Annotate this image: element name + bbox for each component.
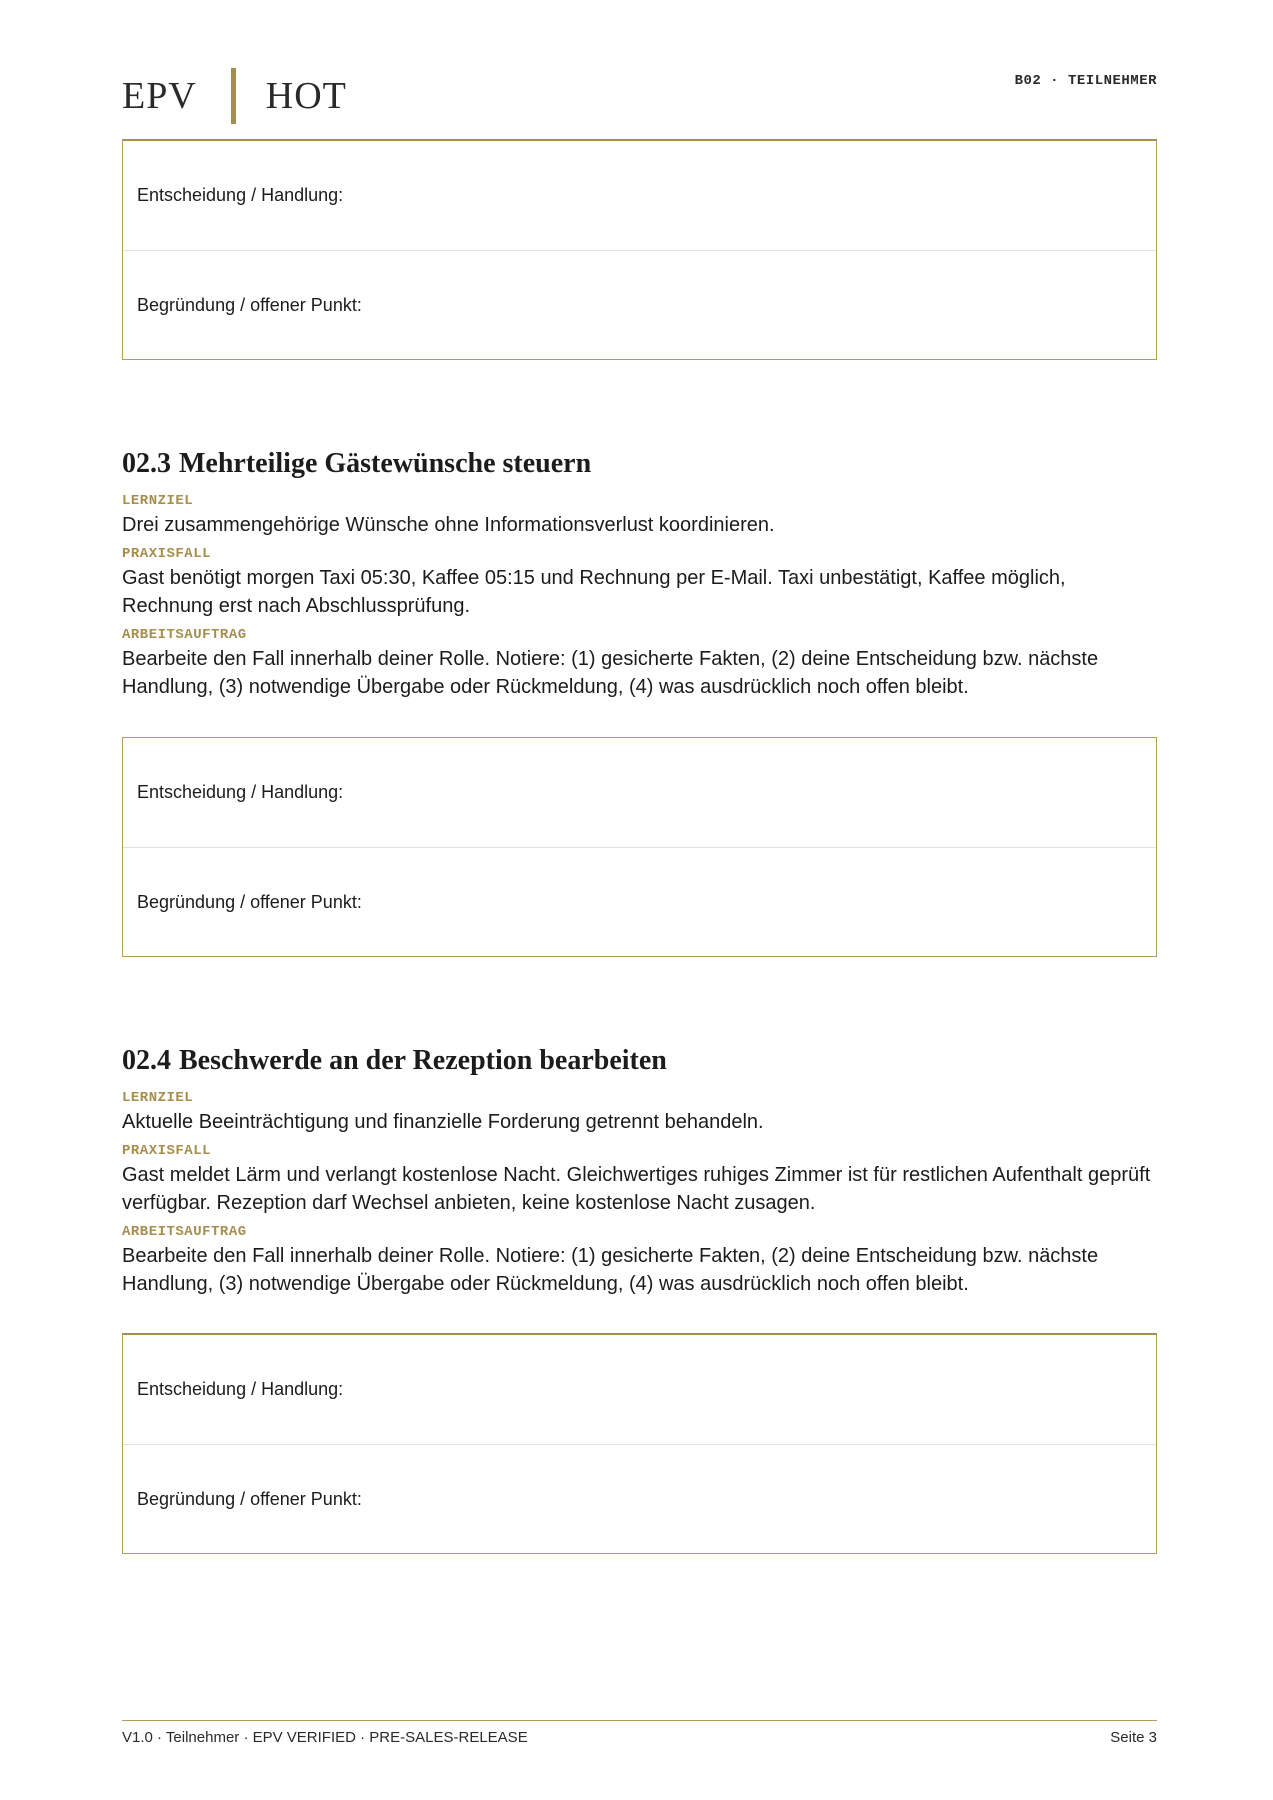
arbeitsauftrag-text: Bearbeite den Fall innerhalb deiner Rolle. Notiere: (1) gesicherte Fakten, (2) deine Entscheidung bzw. nächste Handlung, (3) notwendige Übergabe oder Rückmeldung, (4) was ausdrücklich noch offen bleibt.	[122, 648, 1099, 698]
section-title	[122, 448, 1162, 488]
praxisfall-text: Gast benötigt morgen Taxi 05:30, Kaffee 05:15 und Rechnung per E-Mail. Taxi unbestätigt, Kaffee möglich, Rechnung erst nach Abschlussprüfung.	[122, 567, 1066, 617]
footer-release-info: V1.0 · Teilnehmer · EPV VERIFIED · PRE-SALES-RELEASE	[122, 1729, 528, 1746]
logo-left-word: EPV	[122, 75, 197, 117]
reason-field[interactable]	[123, 250, 1156, 359]
document-tag: B02 · TEILNEHMER	[1014, 73, 1157, 89]
answer-box-previous	[122, 139, 1157, 360]
page-number: Seite 3	[1110, 1729, 1157, 1746]
lernziel-label: LERNZIEL	[122, 493, 194, 509]
praxisfall-label: PRAXISFALL	[122, 546, 212, 562]
answer-box-02-4	[122, 1333, 1157, 1554]
lernziel-text: Drei zusammengehörige Wünsche ohne Informationsverlust koordinieren.	[122, 514, 775, 536]
praxisfall-text: Gast meldet Lärm und verlangt kostenlose Nacht. Gleichwertiges ruhiges Zimmer ist für restlichen Aufenthalt geprüft verfügbar. Rezeption darf Wechsel anbieten, keine kostenlose Nacht zusagen.	[122, 1164, 1151, 1214]
page-header	[122, 66, 1157, 126]
reason-field[interactable]	[123, 847, 1156, 956]
reason-field-label: Begründung / offener Punkt:	[137, 891, 362, 912]
logo-right-word: HOT	[265, 75, 347, 117]
page-footer	[122, 1720, 1157, 1746]
logo	[122, 66, 347, 126]
decision-field[interactable]	[123, 141, 1156, 250]
section-number: 02.3	[122, 448, 171, 479]
lernziel-text: Aktuelle Beeinträchtigung und finanzielle Forderung getrennt behandeln.	[122, 1111, 764, 1133]
section-number: 02.4	[122, 1045, 171, 1076]
decision-field-label: Entscheidung / Handlung:	[137, 185, 344, 205]
section-02-3	[122, 448, 1162, 703]
arbeitsauftrag-label: ARBEITSAUFTRAG	[122, 627, 247, 643]
reason-field-label: Begründung / offener Punkt:	[137, 294, 362, 315]
lernziel-label: LERNZIEL	[122, 1090, 194, 1106]
decision-field[interactable]	[123, 1335, 1156, 1444]
logo-divider	[231, 68, 236, 124]
praxisfall-label: PRAXISFALL	[122, 1143, 212, 1159]
reason-field-label: Begründung / offener Punkt:	[137, 1488, 362, 1509]
section-heading: Beschwerde an der Rezeption bearbeiten	[179, 1045, 667, 1076]
reason-field[interactable]	[123, 1444, 1156, 1553]
arbeitsauftrag-label: ARBEITSAUFTRAG	[122, 1224, 247, 1240]
decision-field-label: Entscheidung / Handlung:	[137, 1379, 344, 1399]
section-02-4	[122, 1045, 1162, 1300]
section-heading: Mehrteilige Gästewünsche steuern	[179, 448, 592, 479]
answer-box-02-3	[122, 737, 1157, 957]
arbeitsauftrag-text: Bearbeite den Fall innerhalb deiner Rolle. Notiere: (1) gesicherte Fakten, (2) deine Entscheidung bzw. nächste Handlung, (3) notwendige Übergabe oder Rückmeldung, (4) was ausdrücklich noch offen bleibt.	[122, 1245, 1099, 1295]
decision-field[interactable]	[123, 738, 1156, 847]
section-title	[122, 1045, 1162, 1085]
decision-field-label: Entscheidung / Handlung:	[137, 782, 344, 802]
